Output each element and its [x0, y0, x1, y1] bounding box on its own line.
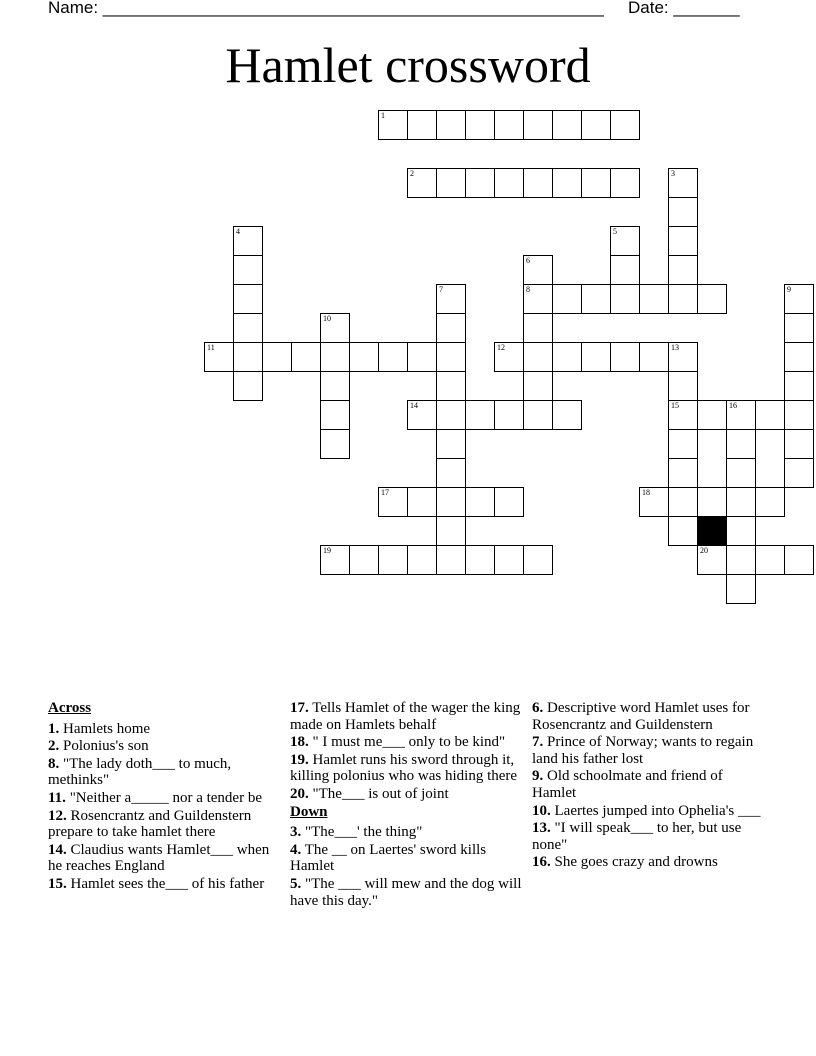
grid-cell[interactable] — [465, 545, 495, 575]
clue-item-text: " I must me___ only to be kind" — [312, 734, 506, 751]
clue-item-text: "The ___ will mew and the dog will have this day." — [290, 875, 522, 909]
grid-cell[interactable] — [784, 371, 814, 401]
grid-cell[interactable] — [610, 226, 640, 256]
grid-cell[interactable] — [436, 342, 466, 372]
clue-item — [290, 752, 522, 785]
grid-cell[interactable] — [233, 371, 263, 401]
clue-item-number: 20. — [290, 785, 309, 802]
grid-cell[interactable] — [552, 400, 582, 430]
clue-column-1 — [48, 700, 280, 894]
clue-number: 3 — [671, 169, 675, 178]
grid-cell[interactable] — [726, 429, 756, 459]
clue-number: 12 — [497, 343, 505, 352]
clue-item — [48, 721, 280, 738]
grid-cell[interactable] — [320, 313, 350, 343]
grid-cell[interactable] — [726, 574, 756, 604]
clue-number: 9 — [787, 285, 791, 294]
clue-item-number: 10. — [532, 802, 551, 819]
clue-column-2 — [290, 700, 522, 910]
grid-cell[interactable] — [668, 342, 698, 372]
clue-item-number: 3. — [290, 824, 302, 841]
clue-item-number: 16. — [532, 854, 551, 871]
grid-cell[interactable] — [726, 400, 756, 430]
grid-cell[interactable] — [407, 487, 437, 517]
clue-item-text: Rosencrantz and Guildenstern prepare to take hamlet there — [48, 807, 252, 841]
grid-cell[interactable] — [581, 284, 611, 314]
grid-cell[interactable] — [407, 168, 437, 198]
grid-cell[interactable] — [523, 342, 553, 372]
clue-number: 8 — [526, 285, 530, 294]
grid-cell[interactable] — [465, 168, 495, 198]
clue-item-number: 8. — [48, 755, 60, 772]
grid-cell[interactable] — [407, 545, 437, 575]
clue-item — [532, 820, 764, 853]
clue-item-text: "The___' the thing" — [305, 824, 423, 841]
clue-item-number: 15. — [48, 875, 67, 892]
grid-cell[interactable] — [784, 400, 814, 430]
grid-cell[interactable] — [320, 429, 350, 459]
grid-cell[interactable] — [436, 458, 466, 488]
grid-cell[interactable] — [436, 545, 466, 575]
grid-cell[interactable] — [639, 342, 669, 372]
clue-item — [48, 808, 280, 841]
clue-number: 14 — [410, 401, 418, 410]
grid-cell[interactable] — [523, 545, 553, 575]
grid-cell[interactable] — [494, 342, 524, 372]
clue-item-text: "The lady doth___ to much, methinks" — [48, 755, 232, 789]
grid-cell[interactable] — [204, 342, 234, 372]
grid-cell[interactable] — [726, 545, 756, 575]
clue-number: 5 — [613, 227, 617, 236]
grid-cell[interactable] — [407, 110, 437, 140]
clue-item-number: 11. — [48, 789, 66, 806]
clue-item-text: The __ on Laertes' sword kills Hamlet — [290, 841, 487, 875]
grid-cell[interactable] — [233, 284, 263, 314]
grid-cell[interactable] — [465, 400, 495, 430]
grid-cell[interactable] — [494, 110, 524, 140]
clue-item — [532, 734, 764, 767]
clue-item-text: "The___ is out of joint — [312, 785, 449, 802]
clue-item-text: Prince of Norway; wants to regain land his father lost — [532, 734, 754, 767]
clue-number: 18 — [642, 488, 650, 497]
grid-cell[interactable] — [523, 371, 553, 401]
clue-item-number: 18. — [290, 734, 309, 751]
grid-cell[interactable] — [610, 284, 640, 314]
clue-item-text: Claudius wants Hamlet___ when he reaches England — [48, 841, 270, 875]
grid-cell[interactable] — [407, 342, 437, 372]
name-field-label: Name: _____________________________________________________ — [48, 0, 604, 17]
clue-item — [290, 876, 522, 909]
clue-item — [532, 768, 764, 801]
grid-cell[interactable] — [465, 487, 495, 517]
grid-cell[interactable] — [581, 168, 611, 198]
grid-cell[interactable] — [552, 284, 582, 314]
grid-cell[interactable] — [494, 487, 524, 517]
clue-item — [48, 842, 280, 875]
grid-cell[interactable] — [233, 226, 263, 256]
grid-cell[interactable] — [697, 400, 727, 430]
grid-cell[interactable] — [552, 342, 582, 372]
grid-cell[interactable] — [378, 545, 408, 575]
grid-cell[interactable] — [349, 545, 379, 575]
grid-cell[interactable] — [668, 400, 698, 430]
clue-item — [48, 756, 280, 789]
clue-item-number: 4. — [290, 841, 302, 858]
grid-cell[interactable] — [436, 371, 466, 401]
grid-cell[interactable] — [581, 110, 611, 140]
clue-item-number: 19. — [290, 751, 309, 768]
grid-cell[interactable] — [523, 313, 553, 343]
grid-cell[interactable] — [233, 313, 263, 343]
grid-cell[interactable] — [668, 371, 698, 401]
clue-item-text: Hamlet sees the___ of his father — [70, 875, 265, 892]
grid-cell[interactable] — [320, 371, 350, 401]
grid-cell[interactable] — [407, 400, 437, 430]
grid-cell[interactable] — [784, 342, 814, 372]
clue-number: 4 — [236, 227, 240, 236]
grid-cell[interactable] — [436, 110, 466, 140]
grid-cell[interactable] — [320, 545, 350, 575]
grid-cell[interactable] — [581, 342, 611, 372]
grid-cell[interactable] — [726, 487, 756, 517]
grid-cell[interactable] — [668, 487, 698, 517]
clue-item-text: Tells Hamlet of the wager the king made on Hamlets behalf — [290, 700, 521, 733]
grid-cell[interactable] — [784, 429, 814, 459]
clue-number: 16 — [729, 401, 737, 410]
grid-cell[interactable] — [494, 545, 524, 575]
grid-cell[interactable] — [436, 168, 466, 198]
clue-item — [532, 803, 764, 820]
clue-item-text: Hamlets home — [63, 720, 151, 737]
grid-cell[interactable] — [552, 110, 582, 140]
date-field-label: Date: _______ — [628, 0, 740, 17]
clue-number: 19 — [323, 546, 331, 555]
grid-cell[interactable] — [262, 342, 292, 372]
clue-item — [48, 876, 280, 893]
grid-cell[interactable] — [291, 342, 321, 372]
grid-cell[interactable] — [668, 168, 698, 198]
clue-item-number: 9. — [532, 768, 544, 785]
grid-cell[interactable] — [639, 284, 669, 314]
grid-cell[interactable] — [668, 197, 698, 227]
grid-cell[interactable] — [378, 487, 408, 517]
clue-item — [48, 738, 280, 755]
grid-cell[interactable] — [494, 168, 524, 198]
grid-cell[interactable] — [494, 400, 524, 430]
clue-item-number: 12. — [48, 807, 67, 824]
grid-cell[interactable] — [726, 458, 756, 488]
clue-item-text: Old schoolmate and friend of Hamlet — [532, 768, 723, 801]
clue-item-text: Descriptive word Hamlet uses for Rosencrantz and Guildenstern — [532, 700, 750, 733]
clue-number: 20 — [700, 546, 708, 555]
grid-cell[interactable] — [523, 110, 553, 140]
grid-cell[interactable] — [233, 255, 263, 285]
grid-cell[interactable] — [436, 400, 466, 430]
grid-cell[interactable] — [697, 487, 727, 517]
grid-cell[interactable] — [523, 400, 553, 430]
grid-cell[interactable] — [436, 429, 466, 459]
clue-number: 7 — [439, 285, 443, 294]
grid-cell[interactable] — [784, 545, 814, 575]
grid-cell[interactable] — [349, 342, 379, 372]
clue-item-number: 5. — [290, 875, 302, 892]
clue-item — [290, 824, 522, 841]
grid-cell[interactable] — [755, 400, 785, 430]
grid-cell[interactable] — [436, 284, 466, 314]
grid-cell-black — [697, 516, 727, 546]
grid-cell[interactable] — [610, 168, 640, 198]
clue-number: 1 — [381, 111, 385, 120]
grid-cell[interactable] — [465, 110, 495, 140]
clue-item-number: 7. — [532, 734, 544, 751]
grid-cell[interactable] — [668, 429, 698, 459]
clue-item-text: Hamlet runs his sword through it, killing polonius who was hiding there — [290, 751, 518, 785]
clue-item-number: 6. — [532, 700, 544, 716]
grid-cell[interactable] — [639, 487, 669, 517]
grid-cell[interactable] — [784, 284, 814, 314]
clue-item-text: "Neither a_____ nor a tender be — [69, 789, 262, 806]
clue-item-text: Polonius's son — [63, 738, 149, 755]
clue-item-text: "I will speak___ to her, but use none" — [532, 820, 742, 853]
clue-item-number: 14. — [48, 841, 67, 858]
grid-cell[interactable] — [523, 284, 553, 314]
grid-cell[interactable] — [755, 545, 785, 575]
clue-number: 10 — [323, 314, 331, 323]
grid-cell[interactable] — [523, 255, 553, 285]
clue-item-number: 1. — [48, 720, 60, 737]
clue-number: 2 — [410, 169, 414, 178]
clue-item — [290, 700, 522, 733]
clue-item — [290, 734, 522, 751]
clue-item — [48, 790, 280, 807]
clue-number: 11 — [207, 343, 215, 352]
grid-cell[interactable] — [668, 226, 698, 256]
grid-cell[interactable] — [610, 342, 640, 372]
grid-cell[interactable] — [697, 545, 727, 575]
section-heading-down: Down — [290, 803, 328, 820]
clue-item — [532, 854, 764, 871]
clue-item — [290, 842, 522, 875]
grid-cell[interactable] — [755, 487, 785, 517]
grid-cell[interactable] — [668, 458, 698, 488]
clue-column-3 — [532, 700, 764, 872]
clue-item-text: Laertes jumped into Ophelia's ___ — [554, 802, 761, 819]
grid-cell[interactable] — [378, 110, 408, 140]
grid-cell[interactable] — [610, 255, 640, 285]
clue-number: 17 — [381, 488, 389, 497]
clue-item-text: She goes crazy and drowns — [554, 854, 718, 871]
grid-cell[interactable] — [233, 342, 263, 372]
grid-cell[interactable] — [436, 313, 466, 343]
grid-cell[interactable] — [552, 168, 582, 198]
grid-cell[interactable] — [378, 342, 408, 372]
grid-cell[interactable] — [436, 516, 466, 546]
clue-number: 15 — [671, 401, 679, 410]
grid-cell[interactable] — [697, 284, 727, 314]
grid-cell[interactable] — [320, 400, 350, 430]
clue-item-number: 17. — [290, 700, 309, 716]
grid-cell[interactable] — [523, 168, 553, 198]
grid-cell[interactable] — [784, 458, 814, 488]
grid-cell[interactable] — [436, 487, 466, 517]
grid-cell[interactable] — [668, 516, 698, 546]
section-heading-across: Across — [48, 700, 92, 716]
clue-item-number: 13. — [532, 820, 551, 837]
clue-number: 13 — [671, 343, 679, 352]
grid-cell[interactable] — [726, 516, 756, 546]
clue-item — [290, 786, 522, 803]
grid-cell[interactable] — [668, 284, 698, 314]
page-title: Hamlet crossword — [225, 37, 591, 93]
grid-cell[interactable] — [784, 313, 814, 343]
clue-item-number: 2. — [48, 738, 60, 755]
clue-number: 6 — [526, 256, 530, 265]
clue-item — [532, 700, 764, 733]
grid-cell[interactable] — [668, 255, 698, 285]
grid-cell[interactable] — [320, 342, 350, 372]
grid-cell[interactable] — [610, 110, 640, 140]
